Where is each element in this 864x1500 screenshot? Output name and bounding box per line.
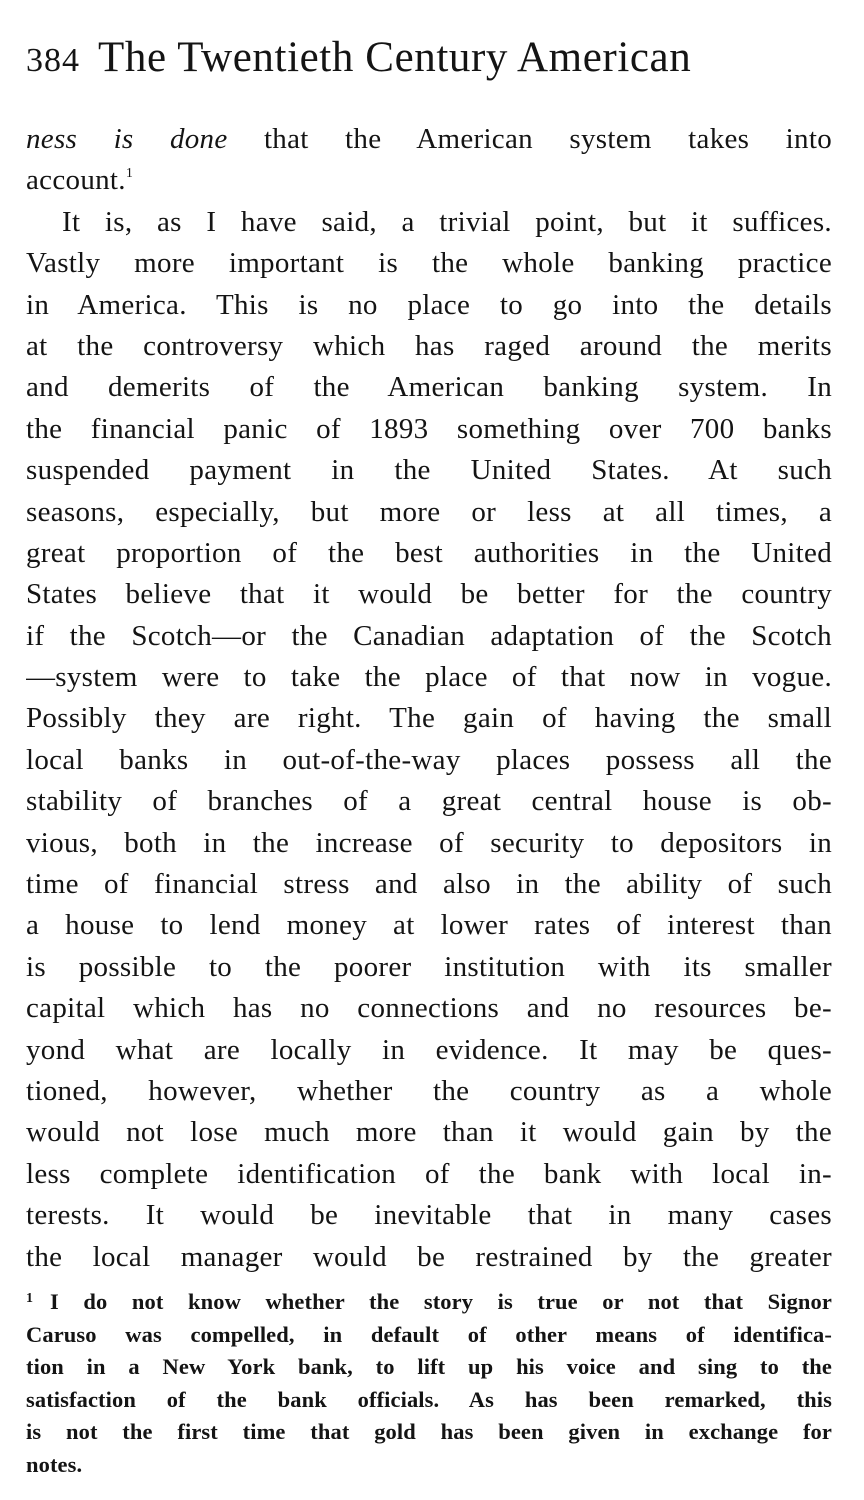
text-line: stability of branches of a great central house is ob- — [26, 785, 832, 818]
footnote-first-line: 1 I do not know whether the story is true or not that Signor — [26, 1289, 832, 1314]
text-line: terests. It would be inevitable that in many cases — [26, 1199, 832, 1232]
text-line: States believe that it would be better for the country — [26, 578, 832, 611]
text-line-rest: that the American system takes into — [227, 123, 832, 155]
footnote-line: satisfaction of the bank officials. As has been remarked, this — [26, 1386, 832, 1412]
text-line: a house to lend money at lower rates of interest than — [26, 909, 832, 942]
running-head — [26, 28, 832, 88]
footnote-line: is not the first time that gold has been given in exchange for — [26, 1419, 832, 1444]
text-line: yond what are locally in evidence. It may be ques- — [26, 1033, 832, 1066]
paragraph-first-line — [26, 202, 832, 243]
text-line: in America. This is no place to go into the details — [26, 288, 832, 321]
text-line: and demerits of the American banking system. In — [26, 371, 832, 404]
body-text — [26, 119, 832, 1278]
text-line: at the controversy which has raged around the merits — [26, 329, 832, 362]
footnote-last-line: notes. — [26, 1451, 83, 1477]
text-line: Vastly more important is the whole banking practice — [26, 247, 832, 280]
text-line: the financial panic of 1893 something over 700 banks — [26, 412, 832, 445]
text-line: great proportion of the best authorities in the United — [26, 536, 832, 569]
footnote-reference: 1 — [125, 166, 134, 182]
text-line: the local manager would be restrained by the greater — [26, 1240, 832, 1273]
text-line-continued — [26, 119, 832, 160]
text-line: would not lose much more than it would gain by the — [26, 1116, 832, 1149]
text-line: time of financial stress and also in the ability of such — [26, 868, 832, 901]
italic-phrase: ness is done — [26, 123, 228, 155]
text-line: tioned, however, whether the country as a whole — [26, 1074, 832, 1107]
footnote — [26, 1286, 832, 1481]
footnote-line: I do not know whether the story is true or not that Signor — [50, 1289, 832, 1314]
text-line: vious, both in the increase of security to depositors in — [26, 826, 832, 859]
text-line-account: account. — [26, 164, 126, 197]
book-page — [26, 0, 832, 1500]
text-line: seasons, especially, but more or less at all times, a — [26, 495, 832, 528]
text-line: Possibly they are right. The gain of having the small — [26, 702, 832, 735]
text-line: if the Scotch—or the Canadian adaptation of the Scotch — [26, 619, 832, 652]
text-line: capital which has no connections and no resources be- — [26, 992, 832, 1025]
footnote-line: tion in a New York bank, to lift up his voice and sing to the — [26, 1354, 832, 1379]
text-line: suspended payment in the United States. At such — [26, 454, 832, 487]
text-line: is possible to the poorer institution with its smaller — [26, 950, 832, 983]
running-title: The Twentieth Century American — [98, 34, 692, 81]
text-line: —system were to take the place of that now in vogue. — [26, 661, 832, 694]
text-line: local banks in out-of-the-way places possess all the — [26, 743, 832, 776]
footnote-line: Caruso was compelled, in default of other means of identifica- — [26, 1321, 832, 1347]
page-number: 384 — [26, 42, 80, 79]
text-line-end — [26, 160, 832, 201]
text-line: less complete identification of the bank with local in- — [26, 1157, 832, 1190]
text-line: It is, as I have said, a trivial point, but it suffices. — [62, 205, 832, 238]
